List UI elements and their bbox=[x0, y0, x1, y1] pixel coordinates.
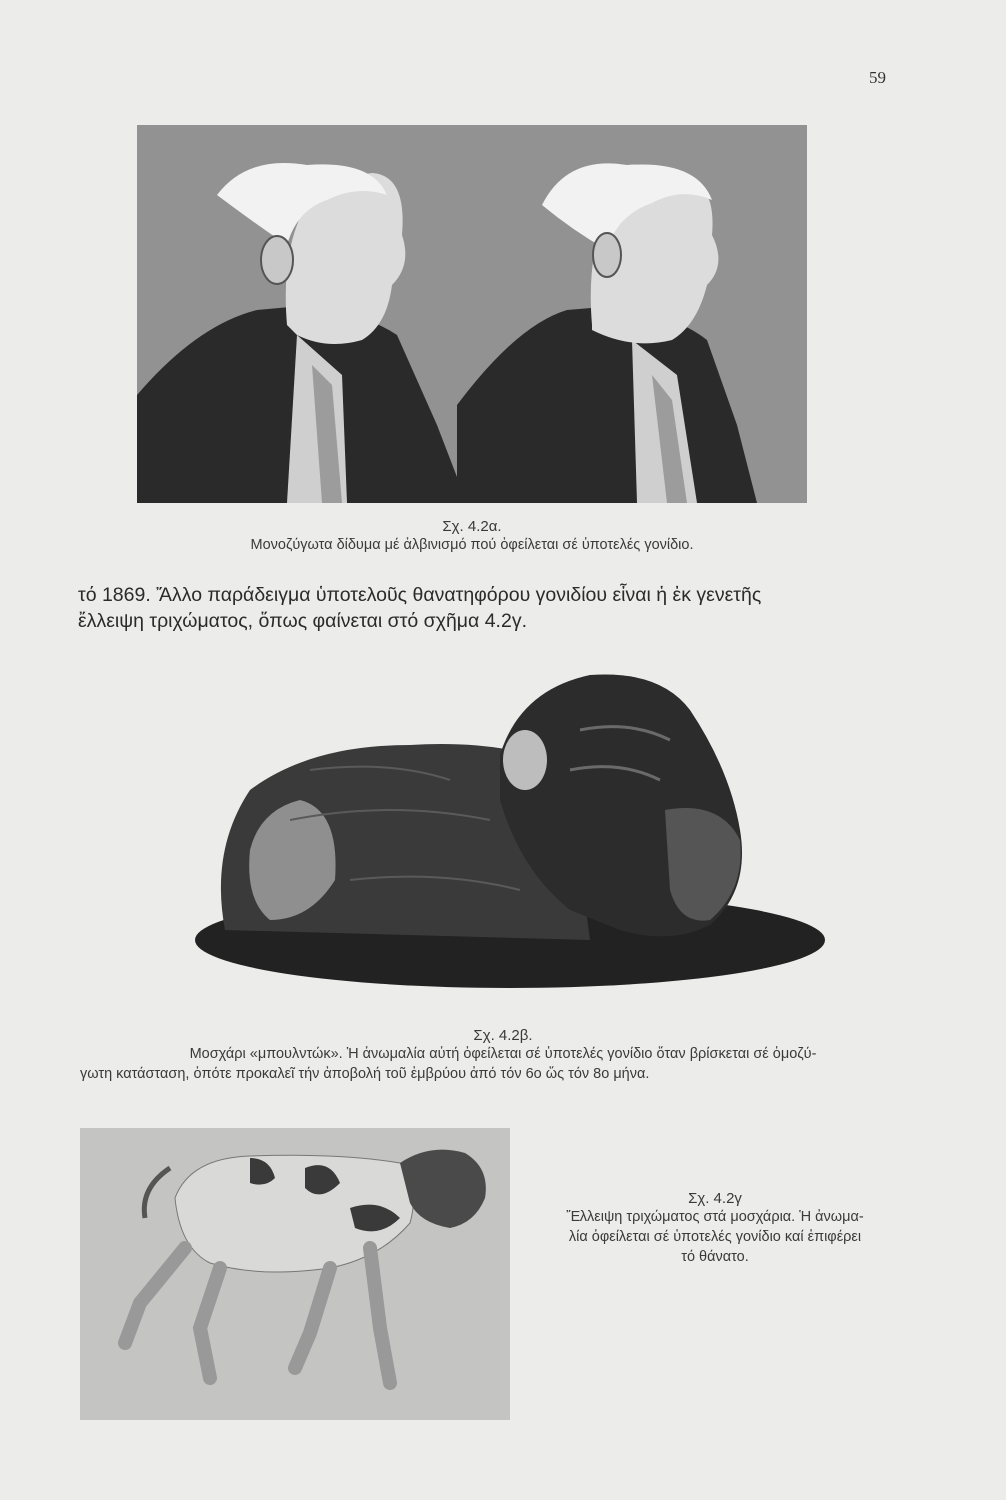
bulldog-calf-photo bbox=[190, 650, 830, 995]
figure-label: Σχ. 4.2α. bbox=[442, 518, 502, 535]
figure-description-line: Μοσχάρι «μπουλντώκ». Ἡ ἀνωμαλία αὐτή ὀφείλεται σέ ὑποτελές γονίδιο ὅταν βρίσκεται σέ ὁμοζύ- bbox=[189, 1046, 817, 1062]
figure-description-line: Ἔλλειψη τριχώματος στά μοσχάρια. Ἡ ἀνωμα- bbox=[566, 1209, 864, 1225]
figure-description-line: λία ὀφείλεται σέ ὑποτελές γονίδιο καί ἐπιφέρει bbox=[568, 1229, 862, 1245]
figure-description: Μονοζύγωτα δίδυμα μέ ἀλβινισμό πού ὀφείλεται σέ ὑποτελές γονίδιο. bbox=[250, 537, 694, 553]
figure-4-2b-caption bbox=[70, 1027, 936, 1084]
figure-4-2c-caption bbox=[505, 1190, 925, 1267]
figure-label: Σχ. 4.2γ bbox=[688, 1190, 742, 1207]
twin-men-photo bbox=[137, 125, 807, 503]
body-line: ἔλλειψη τριχώματος, ὅπως φαίνεται στό σχῆμα 4.2γ. bbox=[78, 610, 527, 632]
figure-label: Σχ. 4.2β. bbox=[473, 1027, 533, 1044]
page-number: 59 bbox=[869, 68, 886, 87]
figure-description-line: γωτη κατάσταση, ὁπότε προκαλεῖ τήν ἀποβολή τοῦ ἐμβρύου ἀπό τόν 6ο ὥς τόν 8ο μήνα. bbox=[80, 1066, 650, 1082]
figure-description-line: τό θάνατο. bbox=[681, 1249, 749, 1265]
body-line: τό 1869. Ἄλλο παράδειγμα ὑποτελοῦς θανατηφόρου γονιδίου εἶναι ἡ ἐκ γενετῆς bbox=[78, 584, 762, 606]
body-paragraph bbox=[78, 582, 908, 634]
figure-4-2a-caption bbox=[137, 518, 807, 555]
hairless-calf-photo bbox=[80, 1128, 510, 1420]
